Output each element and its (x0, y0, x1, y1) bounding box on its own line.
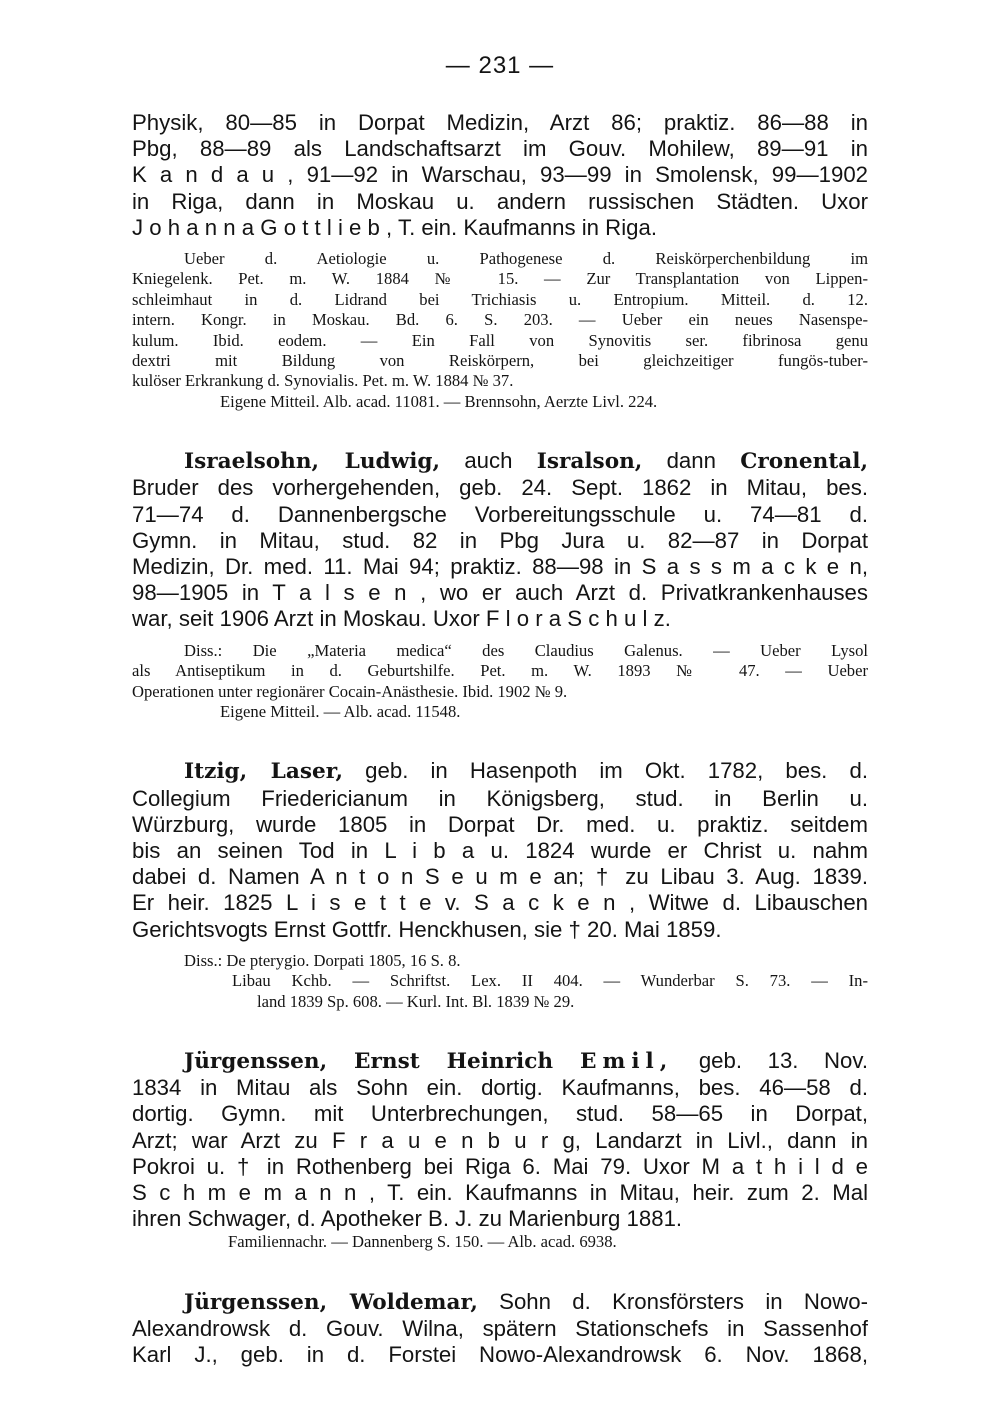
sources-line: Eigene Mitteil. Alb. acad. 11081. — Brennsohn, Aerzte Livl. 224. (220, 391, 658, 411)
entry-continuation (132, 110, 868, 412)
body-line: in Riga, dann in Moskau u. andern russischen Städten. Uxor (132, 188, 868, 214)
heading-text: geb. 13. Nov. (673, 1047, 868, 1073)
works-line: Diss.: Die „Materia medica“ des Claudius Galenus. — Ueber Lysol (184, 640, 868, 660)
heading-text: auch (440, 448, 537, 474)
page-number: — 231 — (445, 52, 555, 79)
entry-name: Israelsohn, Ludwig, (184, 449, 441, 475)
body-line: ihren Schwager, d. Apotheker B. J. zu Marienburg 1881. (132, 1206, 683, 1232)
entry-heading (132, 1289, 868, 1316)
entry-itzig (132, 758, 868, 1012)
works-line: dextri mit Bildung von Reiskörpern, bei gleichzeitiger fungös-tuber- (132, 351, 868, 371)
works-line: Ueber d. Aetiologie u. Pathogenese d. Reiskörperchenbildung im (184, 249, 868, 269)
entry-juergenssen-woldemar (132, 1289, 868, 1369)
body-line: Alexandrowsk d. Gouv. Wilna, spätern Stationschefs in Sassenhof (132, 1315, 868, 1341)
entry-name: Jürgenssen, Woldemar, (184, 1289, 478, 1315)
works-line: intern. Kongr. in Moskau. Bd. 6. S. 203. — Ueber ein neues Nasenspe- (132, 310, 868, 330)
body-line: 98—1905 in T a l s e n , wo er auch Arzt d. Privatkrankenhauses (132, 580, 868, 606)
sources-line: Familiennachr. — Dannenberg S. 150. — Alb. acad. 6938. (228, 1232, 617, 1252)
entry-heading (132, 1048, 868, 1075)
entry-heading (132, 448, 868, 475)
body-line: J o h a n n a G o t t l i e b , T. ein. Kaufmanns in Riga. (132, 214, 657, 240)
sources-line: Eigene Mitteil. — Alb. acad. 11548. (220, 701, 461, 721)
body-line: Bruder des vorhergehenden, geb. 24. Sept. 1862 in Mitau, bes. (132, 475, 868, 501)
heading-text: Sohn d. Kronsförsters in Nowo- (477, 1288, 868, 1314)
sources-line: land 1839 Sp. 608. — Kurl. Int. Bl. 1839 № 29. (257, 991, 575, 1011)
body-line: Physik, 80—85 in Dorpat Medizin, Arzt 86; praktiz. 86—88 in (132, 110, 868, 135)
works-line: kulöser Erkrankung d. Synovialis. Pet. m. W. 1884 № 37. (132, 371, 514, 391)
body-line: Er heir. 1825 L i s e t t e v. S a c k e n , Witwe d. Libauschen (132, 890, 868, 916)
works-line: schleimhaut in d. Lidrand bei Trichiasis u. Entropium. Mitteil. d. 12. (132, 289, 868, 309)
works-line: Kniegelenk. Pet. m. W. 1884 № 15. — Zur Transplantation von Lippen- (132, 269, 868, 289)
body-line: K a n d a u , 91—92 in Warschau, 93—99 in Smolensk, 99—1902 (132, 162, 868, 188)
body-line: 1834 in Mitau als Sohn ein. dortig. Kaufmanns, bes. 46—58 d. (132, 1075, 868, 1101)
entry-name: Jürgenssen, Ernst Heinrich (184, 1048, 581, 1074)
entry-juergenssen-ernst (132, 1048, 868, 1253)
entry-alias: Isralson, (536, 449, 643, 475)
body-line: dabei d. Namen A n t o n S e u m e an; † zu Libau 3. Aug. 1839. (132, 864, 868, 890)
body-line: war, seit 1906 Arzt in Moskau. Uxor F l o r a S c h u l z. (132, 606, 671, 632)
body-line: Gymn. in Mitau, stud. 82 in Pbg Jura u. 82—87 in Dorpat (132, 527, 868, 553)
body-line: S c h m e m a n n , T. ein. Kaufmanns in Mitau, heir. zum 2. Mal (132, 1179, 868, 1205)
body-line: Collegium Friedericianum in Königsberg, stud. in Berlin u. (132, 785, 868, 811)
body-line: Gerichtsvogts Ernst Gottfr. Henckhusen, sie † 20. Mai 1859. (132, 916, 722, 942)
entry-name: Itzig, Laser, (184, 759, 344, 785)
entry-heading (132, 758, 868, 785)
heading-text: dann (642, 448, 741, 474)
body-line: Pokroi u. † in Rothenberg bei Riga 6. Mai 79. Uxor M a t h i l d e (132, 1153, 868, 1179)
entry-alias: Cronental, (740, 449, 868, 475)
works-line: Diss.: De pterygio. Dorpati 1805, 16 S. 8. (184, 950, 461, 970)
body-line: Arzt; war Arzt zu F r a u e n b u r g, Landarzt in Livl., dann in (132, 1127, 868, 1153)
entry-name-emphasis: Emil, (580, 1048, 674, 1074)
body-line: 71—74 d. Dannenbergsche Vorbereitungsschule u. 74—81 d. (132, 501, 868, 527)
entry-israelsohn (132, 448, 868, 722)
body-line: Medizin, Dr. med. 11. Mai 94; praktiz. 88—98 in S a s s m a c k e n, (132, 554, 868, 580)
sources-line: Libau Kchb. — Schriftst. Lex. II 404. — Wunderbar S. 73. — In- (232, 971, 868, 991)
works-line: kulum. Ibid. eodem. — Ein Fall von Synovitis ser. fibrinosa genu (132, 330, 868, 350)
body-line: bis an seinen Tod in L i b a u. 1824 wurde er Christ u. nahm (132, 837, 868, 863)
body-line: dortig. Gymn. mit Unterbrechungen, stud. 58—65 in Dorpat, (132, 1101, 868, 1127)
body-line: Würzburg, wurde 1805 in Dorpat Dr. med. u. praktiz. seitdem (132, 811, 868, 837)
heading-text: geb. in Hasenpoth im Okt. 1782, bes. d. (343, 758, 868, 784)
body-line: Karl J., geb. in d. Forstei Nowo-Alexandrowsk 6. Nov. 1868, (132, 1342, 868, 1368)
works-line: Operationen unter regionärer Cocain-Anästhesie. Ibid. 1902 № 9. (132, 681, 568, 701)
body-line: Pbg, 88—89 als Landschaftsarzt im Gouv. Mohilew, 89—91 in (132, 136, 868, 162)
works-line: als Antiseptikum in d. Geburtshilfe. Pet. m. W. 1893 № 47. — Ueber (132, 661, 868, 681)
